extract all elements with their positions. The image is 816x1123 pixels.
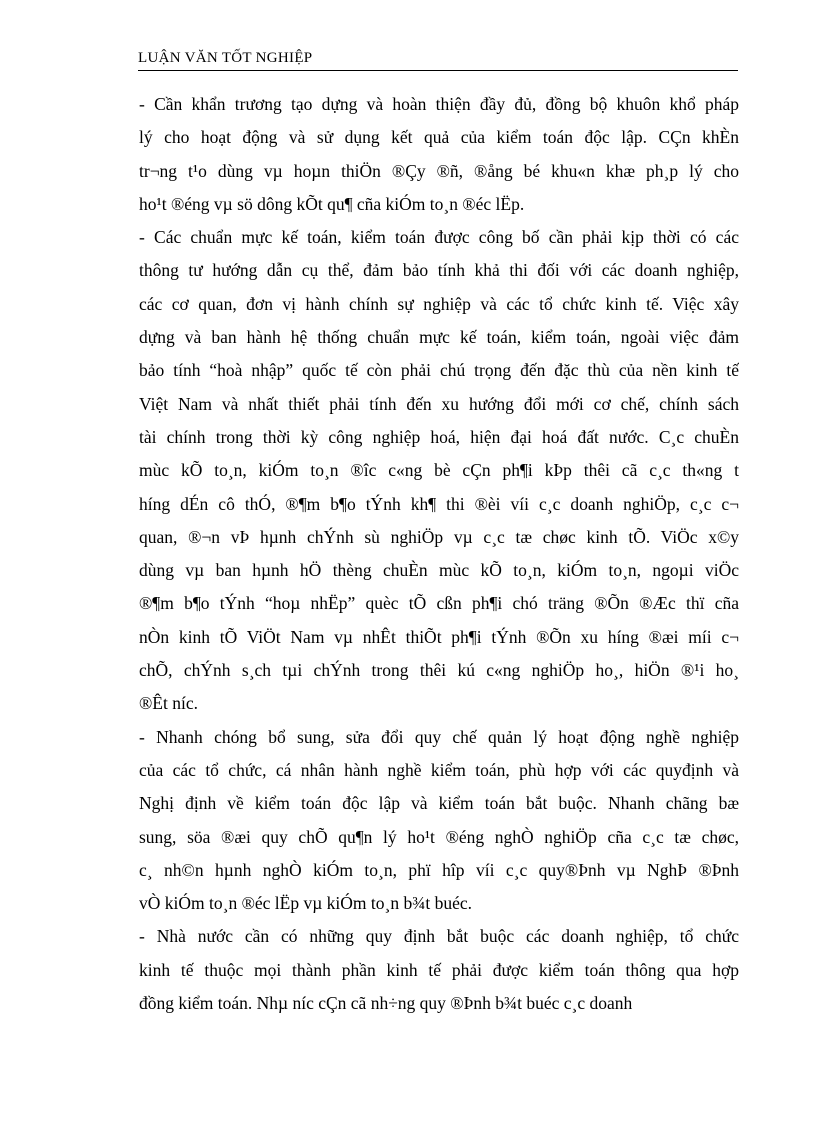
text-line: các cơ quan, đơn vị hành chính sự nghiệp và các tổ chức kinh tế. Việc xây — [139, 293, 739, 314]
text-line: quan, ®¬n vÞ hµnh chÝnh sù nghiÖp vµ c¸c tæ chøc kinh tÕ. ViÖc x©y — [139, 526, 739, 547]
text-line: c¸ nh©n hµnh nghÒ kiÓm to¸n, phï hîp víi c¸c quy®Þnh vµ NghÞ ®Þnh — [139, 859, 739, 880]
header-title: LUẬN VĂN TỐT NGHIỆP — [138, 50, 313, 66]
text-line: lý cho hoạt động và sử dụng kết quả của kiểm toán độc lập. CÇn khÈn — [139, 127, 739, 148]
text-line: của các tổ chức, cá nhân hành nghề kiểm toán, phù hợp với các quyđịnh và — [139, 759, 739, 780]
text-line: bảo tính “hoà nhập” quốc tế còn phải chú trọng đến đặc thù của nền kinh tế — [139, 360, 739, 381]
document-body — [139, 88, 739, 1020]
text-line: thông tư hướng dẫn cụ thể, đảm bảo tính khả thi đối với các doanh nghiệp, — [139, 260, 739, 281]
text-line: dùng vµ ban hµnh hÖ thèng chuÈn mùc kÕ to¸n, kiÓm to¸n, ngoµi viÖc — [139, 560, 739, 581]
text-line: kinh tế thuộc mọi thành phần kinh tế phải được kiểm toán thông qua hợp — [139, 959, 739, 980]
text-line: tr¬ng t¹o dùng vµ hoµn thiÖn ®Çy ®ñ, ®ång bé khu«n khæ ph¸p lý cho — [139, 160, 739, 181]
text-line: Nghị định về kiểm toán độc lập và kiểm toán bắt buộc. Nhanh chãng bæ — [139, 793, 739, 814]
text-line: dựng và ban hành hệ thống chuẩn mực kế toán, kiểm toán, ngoài việc đảm — [139, 327, 739, 348]
text-line: nÒn kinh tÕ ViÖt Nam vµ nhÊt thiÕt ph¶i tÝnh ®Õn xu híng ®æi míi c¬ — [139, 626, 739, 647]
text-line: - Cần khẩn trương tạo dựng và hoàn thiện đầy đủ, đồng bộ khuôn khổ pháp — [139, 94, 739, 114]
text-line: ho¹t ®éng vµ sö dông kÕt qu¶ cña kiÓm to¸n ®éc lËp. — [139, 193, 525, 214]
page-header — [138, 48, 738, 71]
text-line: ®Êt níc. — [139, 693, 198, 714]
text-line: - Nhanh chóng bổ sung, sửa đổi quy chế quản lý hoạt động nghề nghiệp — [139, 726, 739, 747]
text-line: chÕ, chÝnh s¸ch tµi chÝnh trong thêi kú c«ng nghiÖp ho¸, hiÖn ®¹i ho¸ — [139, 660, 739, 681]
text-line: ®¶m b¶o tÝnh “hoµ nhËp” quèc tÕ cßn ph¶i chó träng ®Õn ®Æc thï cña — [139, 593, 739, 614]
text-line: sung, söa ®æi quy chÕ qu¶n lý ho¹t ®éng nghÒ nghiÖp cña c¸c tæ chøc, — [139, 826, 739, 847]
text-line: tài chính trong thời kỳ công nghiệp hoá, hiện đại hoá đất nước. C¸c chuÈn — [139, 426, 739, 447]
text-line: - Các chuẩn mực kế toán, kiểm toán được công bố cần phải kịp thời có các — [139, 227, 739, 248]
text-line: - Nhà nước cần có những quy định bắt buộc các doanh nghiệp, tổ chức — [139, 926, 739, 947]
text-line: vÒ kiÓm to¸n ®éc lËp vµ kiÓm to¸n b¾t buéc. — [139, 893, 472, 914]
text-line: đồng kiểm toán. Nhµ níc cÇn cã nh÷ng quy ®Þnh b¾t buéc c¸c doanh — [139, 993, 633, 1014]
text-line: Việt Nam và nhất thiết phải tính đến xu hướng đổi mới cơ chế, chính sách — [139, 393, 739, 414]
text-line: mùc kÕ to¸n, kiÓm to¸n ®îc c«ng bè cÇn ph¶i kÞp thêi cã c¸c th«ng t — [139, 460, 739, 481]
text-line: híng dÉn cô thÓ, ®¶m b¶o tÝnh kh¶ thi ®èi víi c¸c doanh nghiÖp, c¸c c¬ — [139, 493, 739, 514]
